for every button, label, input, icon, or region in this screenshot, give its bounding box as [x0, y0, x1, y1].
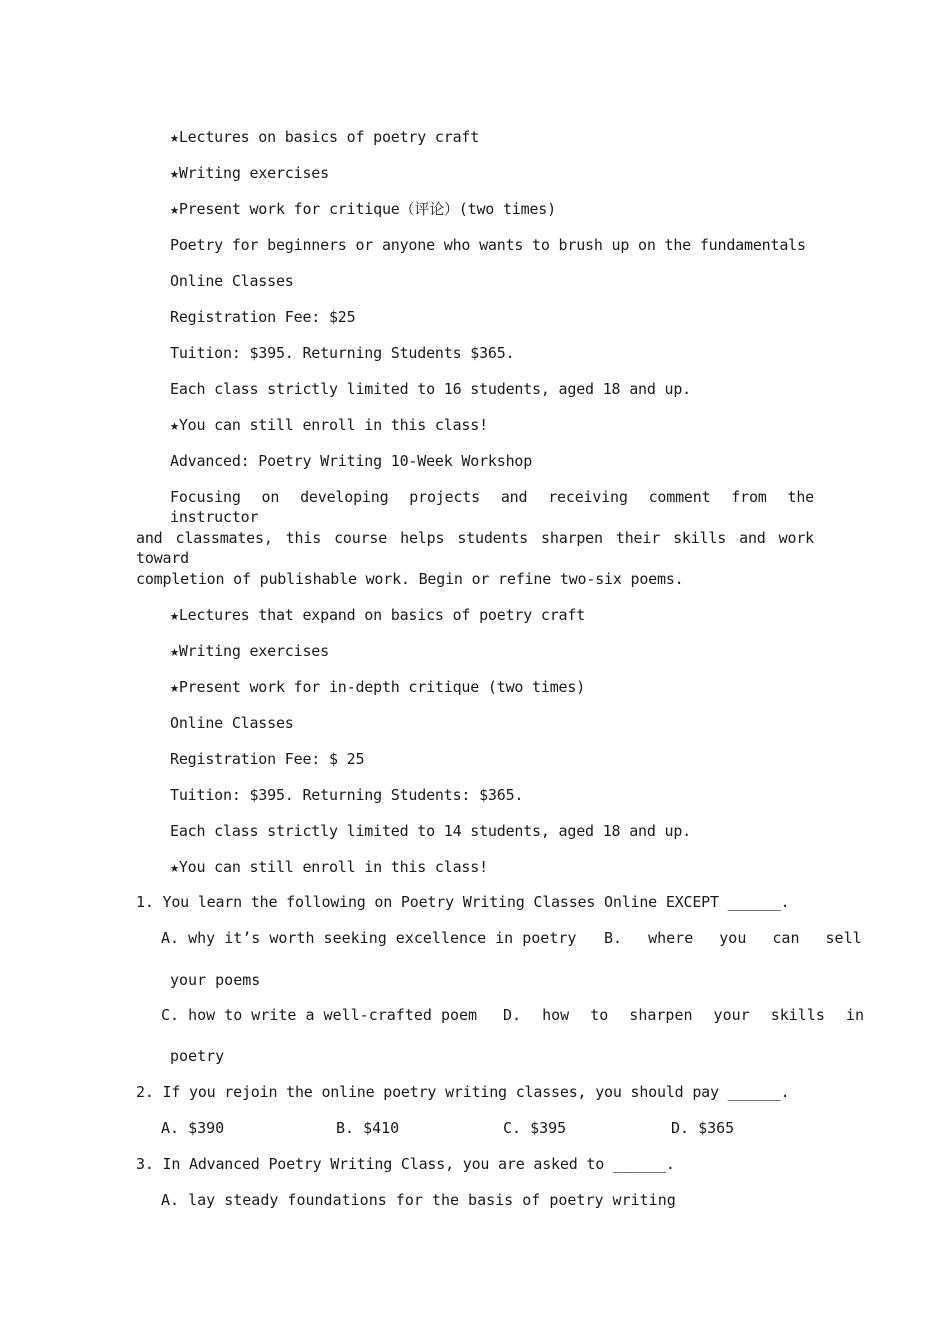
question-2-option-c: C. $395 — [503, 1119, 567, 1137]
beginner-class-limit: Each class strictly limited to 16 students, aged 18 and up. — [170, 380, 692, 398]
advanced-enroll-note: ★You can still enroll in this class! — [170, 858, 488, 876]
advanced-format: Online Classes — [170, 714, 294, 732]
advanced-description-line-3: completion of publishable work. Begin or refine two-six poems. — [136, 570, 684, 588]
question-1-option-d-continued: poetry — [170, 1047, 225, 1065]
question-1-option-d — [503, 1005, 864, 1025]
question-2-option-d: D. $365 — [671, 1119, 735, 1137]
advanced-registration-fee: Registration Fee: $ 25 — [170, 750, 365, 768]
question-1-option-b-text: B. where you can sell — [604, 929, 862, 947]
question-1-option-b-continued: your poems — [170, 971, 261, 989]
advanced-bullet-lectures: ★Lectures that expand on basics of poetry craft — [170, 606, 586, 624]
beginner-format: Online Classes — [170, 272, 294, 290]
question-1-option-c: C. how to write a well-crafted poem — [161, 1006, 478, 1024]
question-1-option-d-text: D. how to sharpen your skills in — [503, 1006, 864, 1024]
question-1-stem: 1. You learn the following on Poetry Writing Classes Online EXCEPT ______. — [136, 893, 790, 911]
advanced-class-limit: Each class strictly limited to 14 students, aged 18 and up. — [170, 822, 692, 840]
question-1-option-b — [604, 928, 862, 948]
advanced-tuition: Tuition: $395. Returning Students: $365. — [170, 786, 524, 804]
advanced-bullet-critique: ★Present work for in-depth critique (two times) — [170, 678, 586, 696]
question-2-stem: 2. If you rejoin the online poetry writing classes, you should pay ______. — [136, 1083, 790, 1101]
question-2-option-b: B. $410 — [336, 1119, 400, 1137]
advanced-bullet-exercises: ★Writing exercises — [170, 642, 329, 660]
beginner-registration-fee: Registration Fee: $25 — [170, 308, 356, 326]
question-3-stem: 3. In Advanced Poetry Writing Class, you are asked to ______. — [136, 1155, 675, 1173]
question-1-option-a: A. why it’s worth seeking excellence in poetry — [161, 929, 577, 947]
beginner-bullet-lectures: ★Lectures on basics of poetry craft — [170, 128, 480, 146]
advanced-description-line-2: and classmates, this course helps students sharpen their skills and work toward — [136, 529, 814, 567]
question-2-option-a: A. $390 — [161, 1119, 225, 1137]
advanced-description-line-1: Focusing on developing projects and receiving comment from the instructor — [170, 488, 814, 526]
question-3-option-a: A. lay steady foundations for the basis of poetry writing — [161, 1191, 676, 1209]
beginner-tuition: Tuition: $395. Returning Students $365. — [170, 344, 515, 362]
beginner-enroll-note: ★You can still enroll in this class! — [170, 416, 488, 434]
beginner-bullet-critique: ★Present work for critique（评论）(two times) — [170, 200, 556, 218]
beginner-audience: Poetry for beginners or anyone who wants to brush up on the fundamentals — [170, 236, 806, 254]
beginner-bullet-exercises: ★Writing exercises — [170, 164, 329, 182]
advanced-title: Advanced: Poetry Writing 10-Week Workshop — [170, 452, 533, 470]
